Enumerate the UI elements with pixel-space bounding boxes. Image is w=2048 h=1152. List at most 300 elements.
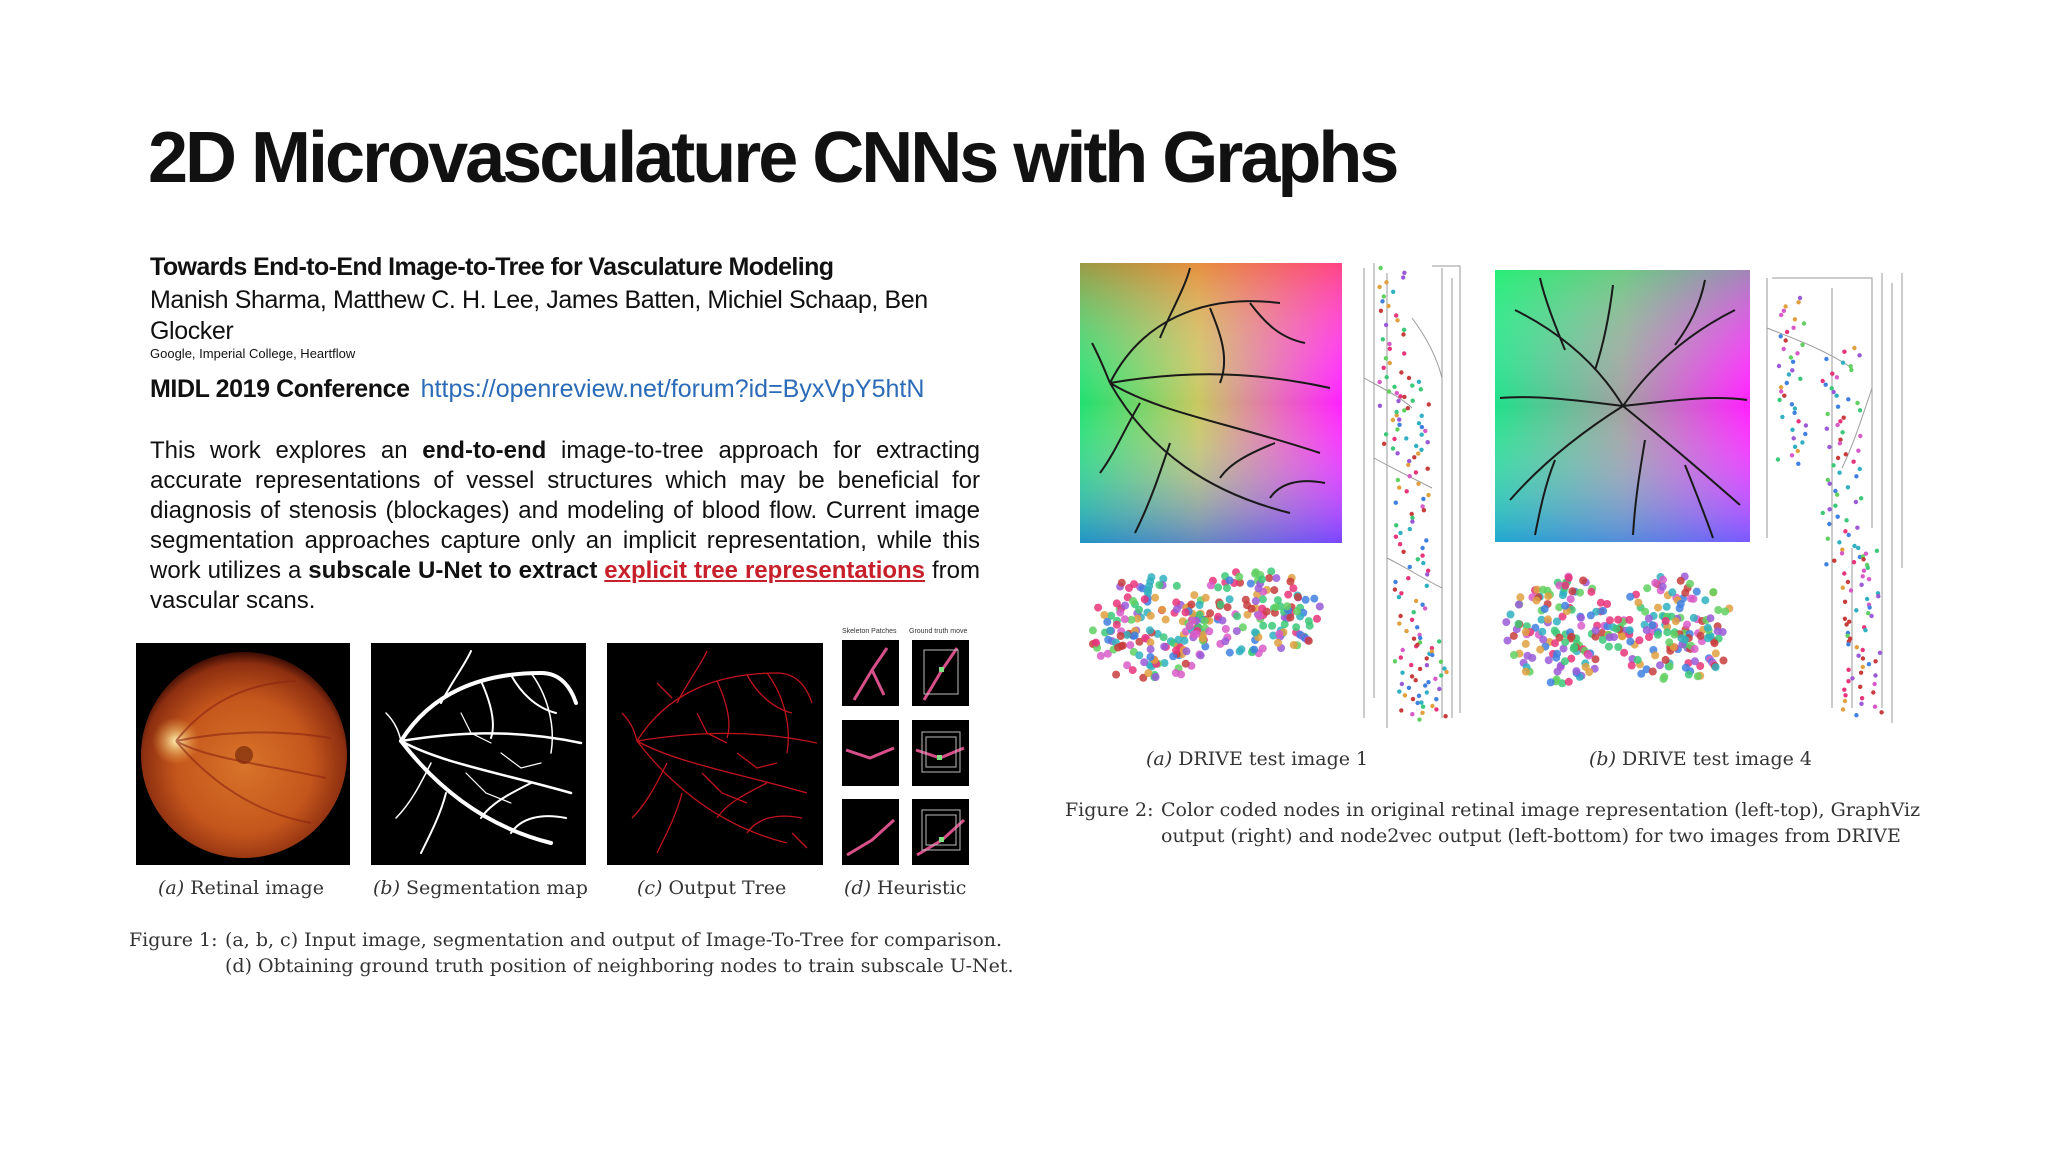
scatter-node <box>1226 576 1234 584</box>
graph-node <box>1437 687 1441 691</box>
graph-node <box>1790 368 1794 372</box>
scatter-node <box>1694 672 1702 680</box>
graph-node <box>1426 493 1430 497</box>
abstract-text-4: from vascular scans. <box>150 557 981 614</box>
graph-node <box>1410 618 1414 622</box>
abstract-link[interactable]: explicit tree representations <box>604 557 926 584</box>
graph-node <box>1841 361 1845 365</box>
abstract-paragraph <box>150 436 980 616</box>
graph-node <box>1843 617 1847 621</box>
fig1-output-tree <box>607 643 823 865</box>
scatter-node <box>1205 627 1213 635</box>
graph-node <box>1391 290 1395 294</box>
scatter-node <box>1618 632 1626 640</box>
scatter-node <box>1545 656 1553 664</box>
graph-node <box>1407 459 1411 463</box>
scatter-node <box>1610 633 1618 641</box>
graph-node <box>1394 501 1398 505</box>
scatter-node <box>1256 612 1264 620</box>
graph-node <box>1408 474 1412 478</box>
scatter-node <box>1704 634 1712 642</box>
graph-node <box>1420 433 1424 437</box>
scatter-node <box>1645 633 1653 641</box>
graph-node <box>1421 497 1425 501</box>
scatter-node <box>1286 578 1294 586</box>
graph-node <box>1419 448 1423 452</box>
fig1-heuristic-grid <box>842 640 972 865</box>
graph-node <box>1858 685 1862 689</box>
graph-node <box>1782 309 1786 313</box>
graph-node <box>1858 408 1862 412</box>
graph-node <box>1791 326 1795 330</box>
conference-line <box>150 375 924 404</box>
scatter-node <box>1522 640 1530 648</box>
graph-node <box>1425 690 1429 694</box>
graph-node <box>1792 436 1796 440</box>
scatter-node <box>1089 626 1097 634</box>
scatter-node <box>1144 669 1152 677</box>
scatter-node <box>1259 622 1267 630</box>
scatter-node <box>1634 599 1642 607</box>
scatter-node <box>1226 595 1234 603</box>
graph-node <box>1423 606 1427 610</box>
fig1-subcaption-d-text: Heuristic <box>871 877 967 899</box>
graph-node <box>1827 445 1831 449</box>
scatter-node <box>1649 668 1657 676</box>
scatter-node <box>1704 624 1712 632</box>
graph-node <box>1391 418 1395 422</box>
scatter-node <box>1196 601 1204 609</box>
scatter-node <box>1522 628 1530 636</box>
graph-node <box>1842 688 1846 692</box>
scatter-node <box>1310 595 1318 603</box>
scatter-node <box>1568 633 1576 641</box>
scatter-node <box>1173 582 1181 590</box>
graph-node <box>1863 628 1867 632</box>
graph-node <box>1425 584 1429 588</box>
scatter-node <box>1693 588 1701 596</box>
graph-node <box>1793 445 1797 449</box>
graph-node <box>1401 648 1405 652</box>
scatter-node <box>1126 641 1134 649</box>
fig1-segmentation-map <box>371 643 586 865</box>
scatter-node <box>1576 589 1584 597</box>
scatter-node <box>1654 631 1662 639</box>
scatter-node <box>1552 654 1560 662</box>
paper-title: Towards End-to-End Image-to-Tree for Vasculature Modeling <box>150 253 834 281</box>
graph-node <box>1871 690 1875 694</box>
scatter-node <box>1606 616 1614 624</box>
graph-node <box>1402 351 1406 355</box>
scatter-node <box>1690 614 1698 622</box>
graph-node <box>1790 402 1794 406</box>
scatter-node <box>1599 607 1607 615</box>
graph-node <box>1395 427 1399 431</box>
fig2-subcaption-a-tag: (a) <box>1146 748 1173 770</box>
scatter-node <box>1214 583 1222 591</box>
graph-node <box>1859 583 1863 587</box>
scatter-node <box>1275 630 1283 638</box>
scatter-node <box>1570 643 1578 651</box>
graph-node <box>1384 432 1388 436</box>
abstract-bold-1: end-to-end <box>422 437 547 464</box>
scatter-node <box>1544 615 1552 623</box>
scatter-node <box>1151 594 1159 602</box>
graph-node <box>1828 482 1832 486</box>
graph-node <box>1856 654 1860 658</box>
graph-node <box>1866 611 1870 615</box>
graph-node <box>1410 674 1414 678</box>
scatter-node <box>1221 637 1229 645</box>
scatter-node <box>1172 598 1180 606</box>
graph-node <box>1852 560 1856 564</box>
scatter-node <box>1292 623 1300 631</box>
scatter-node <box>1100 611 1108 619</box>
graph-node <box>1859 671 1863 675</box>
graph-node <box>1398 394 1402 398</box>
scatter-node <box>1662 617 1670 625</box>
graph-node <box>1840 430 1844 434</box>
scatter-node <box>1237 645 1245 653</box>
fig2-subcaption-a <box>1146 748 1368 770</box>
graph-node <box>1419 387 1423 391</box>
scatter-node <box>1233 627 1241 635</box>
graph-node <box>1843 600 1847 604</box>
graph-node <box>1779 389 1783 393</box>
scatter-node <box>1272 603 1280 611</box>
graph-node <box>1796 300 1800 304</box>
scatter-node <box>1626 593 1634 601</box>
graph-node <box>1787 372 1791 376</box>
graph-node <box>1826 412 1830 416</box>
graph-node <box>1394 535 1398 539</box>
graph-node <box>1420 603 1424 607</box>
graph-node <box>1849 588 1853 592</box>
graph-node <box>1443 714 1447 718</box>
graph-node <box>1854 608 1858 612</box>
graph-node <box>1397 417 1401 421</box>
scatter-node <box>1626 626 1634 634</box>
graph-node <box>1426 440 1430 444</box>
graph-node <box>1858 467 1862 471</box>
graph-node <box>1846 668 1850 672</box>
fig1-subcaption-d-tag: (d) <box>844 877 871 899</box>
graph-node <box>1841 707 1845 711</box>
scatter-node <box>1117 632 1125 640</box>
graph-node <box>1843 699 1847 703</box>
graph-node <box>1388 347 1392 351</box>
graph-node <box>1796 462 1800 466</box>
graph-node <box>1782 394 1786 398</box>
graph-node <box>1424 538 1428 542</box>
scatter-node <box>1668 588 1676 596</box>
scatter-node <box>1682 664 1690 672</box>
graph-node <box>1846 485 1850 489</box>
graph-node <box>1852 544 1856 548</box>
scatter-node <box>1274 639 1282 647</box>
fig2-subcaption-b-text: DRIVE test image 4 <box>1616 748 1812 770</box>
scatter-node <box>1121 602 1129 610</box>
graph-node <box>1859 702 1863 706</box>
graph-node <box>1439 673 1443 677</box>
graph-node <box>1792 411 1796 415</box>
scatter-node <box>1651 579 1659 587</box>
graph-node <box>1842 416 1846 420</box>
scatter-node <box>1144 586 1152 594</box>
graph-node <box>1867 605 1871 609</box>
scatter-node <box>1281 620 1289 628</box>
openreview-link[interactable]: https://openreview.net/forum?id=ByxVpY5htN <box>420 375 925 403</box>
fig2b-node2vec-scatter <box>1495 560 1750 735</box>
scatter-node <box>1247 580 1255 588</box>
graph-node <box>1785 330 1789 334</box>
scatter-node <box>1605 643 1613 651</box>
scatter-node <box>1248 605 1256 613</box>
graph-node <box>1420 711 1424 715</box>
scatter-node <box>1691 657 1699 665</box>
scatter-node <box>1186 622 1194 630</box>
graph-node <box>1831 390 1835 394</box>
graph-node <box>1377 285 1381 289</box>
graph-node <box>1842 350 1846 354</box>
graph-node <box>1793 406 1797 410</box>
scatter-node <box>1250 646 1258 654</box>
scatter-node <box>1187 601 1195 609</box>
graph-node <box>1854 500 1858 504</box>
graph-node <box>1779 385 1783 389</box>
scatter-node <box>1635 636 1643 644</box>
graph-node <box>1855 645 1859 649</box>
graph-node <box>1417 717 1421 721</box>
scatter-node <box>1129 666 1137 674</box>
scatter-node <box>1141 595 1149 603</box>
graph-node <box>1779 313 1783 317</box>
slide-title: 2D Microvasculature CNNs with Graphs <box>148 118 1397 198</box>
scatter-node <box>1720 657 1728 665</box>
fig1-subcaption-c-text: Output Tree <box>662 877 787 899</box>
graph-node <box>1387 342 1391 346</box>
graph-node <box>1847 533 1851 537</box>
graph-node <box>1418 667 1422 671</box>
scatter-node <box>1114 644 1122 652</box>
scatter-node <box>1628 662 1636 670</box>
fig1-caption-line1: (a, b, c) Input image, segmentation and output of Image-To-Tree for comparison. <box>225 929 1003 951</box>
scatter-node <box>1572 667 1580 675</box>
graph-node <box>1399 708 1403 712</box>
graph-node <box>1414 470 1418 474</box>
graph-node <box>1415 625 1419 629</box>
graph-node <box>1800 343 1804 347</box>
graph-node <box>1412 637 1416 641</box>
graph-node <box>1395 451 1399 455</box>
graph-node <box>1382 366 1386 370</box>
graph-node <box>1393 587 1397 591</box>
graph-node <box>1855 401 1859 405</box>
graph-node <box>1414 444 1418 448</box>
graph-node <box>1407 376 1411 380</box>
fig1-subcaption-c <box>637 877 786 899</box>
graph-node <box>1386 304 1390 308</box>
graph-node <box>1392 437 1396 441</box>
graph-node <box>1849 368 1853 372</box>
graph-node <box>1835 423 1839 427</box>
graph-node <box>1396 478 1400 482</box>
scatter-node <box>1620 649 1628 657</box>
graph-node <box>1855 526 1859 530</box>
graph-node <box>1879 710 1883 714</box>
scatter-node <box>1131 632 1139 640</box>
scatter-node <box>1522 668 1530 676</box>
graph-node <box>1846 580 1850 584</box>
scatter-node <box>1515 601 1523 609</box>
scatter-node <box>1582 663 1590 671</box>
scatter-node <box>1252 597 1260 605</box>
scatter-node <box>1634 656 1642 664</box>
scatter-node <box>1135 606 1143 614</box>
scatter-node <box>1175 636 1183 644</box>
scatter-node <box>1712 649 1720 657</box>
scatter-node <box>1714 627 1722 635</box>
scatter-node <box>1158 606 1166 614</box>
fig1-subcaption-b-text: Segmentation map <box>400 877 588 899</box>
graph-node <box>1840 551 1844 555</box>
graph-node <box>1856 449 1860 453</box>
scatter-node <box>1592 655 1600 663</box>
graph-node <box>1804 423 1808 427</box>
graph-node <box>1838 441 1842 445</box>
graph-node <box>1780 415 1784 419</box>
scatter-node <box>1677 600 1685 608</box>
scatter-node <box>1226 649 1234 657</box>
graph-node <box>1844 452 1848 456</box>
graph-node <box>1407 686 1411 690</box>
graph-node <box>1790 453 1794 457</box>
scatter-node <box>1672 617 1680 625</box>
graph-node <box>1391 446 1395 450</box>
scatter-node <box>1172 669 1180 677</box>
graph-node <box>1869 614 1873 618</box>
scatter-node <box>1686 580 1694 588</box>
scatter-node <box>1207 581 1215 589</box>
graph-node <box>1410 712 1414 716</box>
scatter-node <box>1654 604 1662 612</box>
graph-node <box>1409 663 1413 667</box>
graph-node <box>1861 656 1865 660</box>
fig1-subcaption-a-tag: (a) <box>158 877 185 899</box>
graph-node <box>1854 474 1858 478</box>
graph-node <box>1861 557 1865 561</box>
graph-node <box>1861 648 1865 652</box>
graph-node <box>1784 338 1788 342</box>
scatter-node <box>1172 647 1180 655</box>
graph-node <box>1425 663 1429 667</box>
graph-node <box>1802 321 1806 325</box>
scatter-node <box>1670 631 1678 639</box>
graph-node <box>1779 334 1783 338</box>
graph-node <box>1384 323 1388 327</box>
fig1-caption <box>129 927 1014 979</box>
scatter-node <box>1223 584 1231 592</box>
graph-node <box>1798 296 1802 300</box>
scatter-node <box>1251 628 1259 636</box>
graph-node <box>1439 660 1443 664</box>
graph-node <box>1408 565 1412 569</box>
scatter-node <box>1510 651 1518 659</box>
graph-node <box>1783 304 1787 308</box>
graph-node <box>1824 562 1828 566</box>
scatter-node <box>1103 618 1111 626</box>
graph-node <box>1395 318 1399 322</box>
scatter-node <box>1659 583 1667 591</box>
scatter-node <box>1219 617 1227 625</box>
graph-node <box>1856 546 1860 550</box>
graph-node <box>1835 493 1839 497</box>
graph-node <box>1878 651 1882 655</box>
scatter-node <box>1160 633 1168 641</box>
scatter-node <box>1116 609 1124 617</box>
scatter-node <box>1626 638 1634 646</box>
graph-node <box>1415 701 1419 705</box>
graph-node <box>1411 697 1415 701</box>
graph-node <box>1836 456 1840 460</box>
scatter-node <box>1502 618 1510 626</box>
scatter-node <box>1286 614 1294 622</box>
scatter-node <box>1659 576 1667 584</box>
scatter-node <box>1701 596 1709 604</box>
scatter-node <box>1106 627 1114 635</box>
fig1-subcaption-b-tag: (b) <box>373 877 400 899</box>
abstract-text-1: This work explores an <box>150 437 423 464</box>
scatter-node <box>1135 651 1143 659</box>
fig1-subcaption-a <box>158 877 324 899</box>
graph-node <box>1824 357 1828 361</box>
graph-node <box>1420 414 1424 418</box>
fig1-subcaption-d <box>844 877 966 899</box>
scatter-node <box>1129 597 1137 605</box>
graph-node <box>1397 423 1401 427</box>
graph-node <box>1796 419 1800 423</box>
scatter-node <box>1539 586 1547 594</box>
graph-node <box>1410 516 1414 520</box>
graph-node <box>1833 504 1837 508</box>
scatter-node <box>1662 656 1670 664</box>
graph-node <box>1831 463 1835 467</box>
scatter-node <box>1306 622 1314 630</box>
graph-node <box>1401 550 1405 554</box>
scatter-node <box>1645 615 1653 623</box>
scatter-node <box>1714 606 1722 614</box>
scatter-node <box>1614 616 1622 624</box>
scatter-node <box>1524 652 1532 660</box>
scatter-node <box>1146 653 1154 661</box>
scatter-node <box>1533 597 1541 605</box>
graph-node <box>1873 659 1877 663</box>
scatter-node <box>1565 678 1573 686</box>
fig2a-node2vec-scatter <box>1080 560 1342 735</box>
graph-node <box>1851 460 1855 464</box>
graph-node <box>1426 467 1430 471</box>
graph-node <box>1858 434 1862 438</box>
scatter-node <box>1697 632 1705 640</box>
scatter-node <box>1683 621 1691 629</box>
scatter-node <box>1651 651 1659 659</box>
scatter-node <box>1567 595 1575 603</box>
scatter-node <box>1146 626 1154 634</box>
fig2-caption-label: Figure 2: <box>1065 799 1154 821</box>
graph-node <box>1420 553 1424 557</box>
scatter-node <box>1707 614 1715 622</box>
fig1-retinal-image <box>136 643 350 865</box>
